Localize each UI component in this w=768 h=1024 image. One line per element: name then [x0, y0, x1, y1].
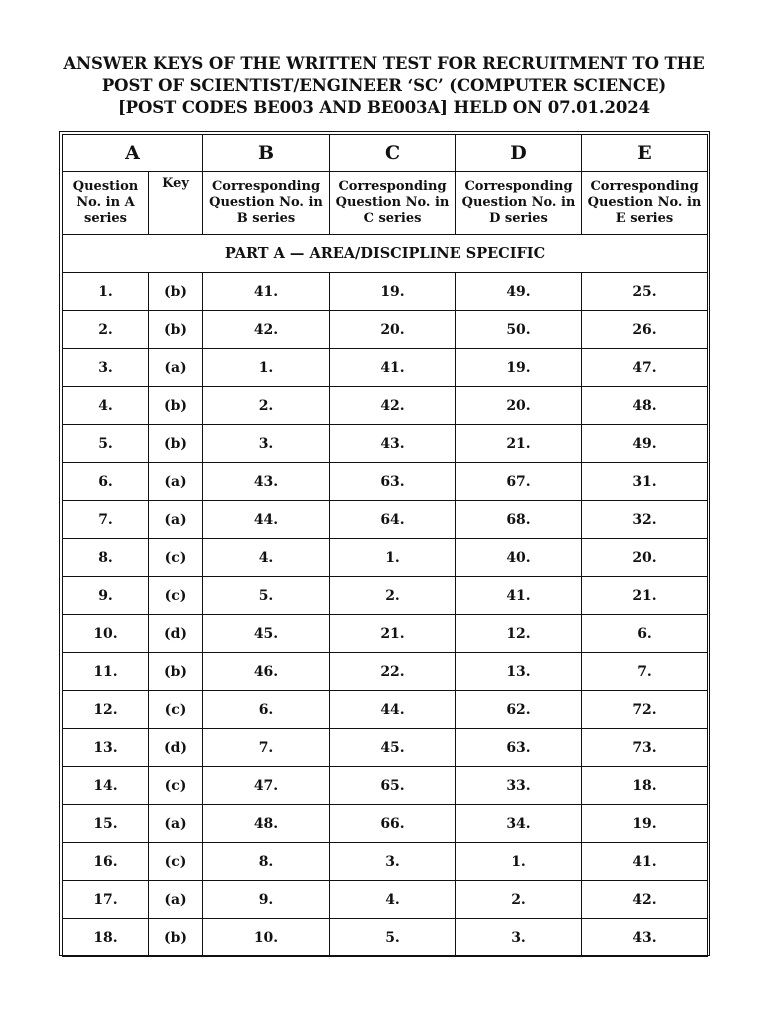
- cell-question-e: 26.: [582, 311, 708, 349]
- cell-question-e: 42.: [582, 881, 708, 919]
- column-subheader-row: [63, 172, 708, 235]
- cell-question-b: 10.: [203, 919, 330, 957]
- subheader-d: Corresponding Question No. in D series: [456, 172, 582, 235]
- cell-question-e: 48.: [582, 387, 708, 425]
- cell-question-b: 2.: [203, 387, 330, 425]
- cell-question-d: 12.: [456, 615, 582, 653]
- cell-key: (c): [149, 539, 203, 577]
- cell-question-a: 1.: [63, 273, 149, 311]
- cell-question-d: 13.: [456, 653, 582, 691]
- cell-key: (d): [149, 615, 203, 653]
- cell-key: (c): [149, 577, 203, 615]
- cell-question-d: 40.: [456, 539, 582, 577]
- cell-question-e: 41.: [582, 843, 708, 881]
- document-title: [0, 53, 768, 119]
- cell-question-d: 62.: [456, 691, 582, 729]
- cell-key: (a): [149, 881, 203, 919]
- table-row: [63, 729, 708, 767]
- table-row: [63, 501, 708, 539]
- cell-question-e: 43.: [582, 919, 708, 957]
- cell-question-c: 5.: [330, 919, 456, 957]
- cell-question-c: 20.: [330, 311, 456, 349]
- cell-question-e: 49.: [582, 425, 708, 463]
- cell-question-a: 3.: [63, 349, 149, 387]
- cell-question-a: 11.: [63, 653, 149, 691]
- cell-key: (d): [149, 729, 203, 767]
- table-row: [63, 691, 708, 729]
- table-row: [63, 539, 708, 577]
- cell-question-b: 8.: [203, 843, 330, 881]
- cell-question-c: 3.: [330, 843, 456, 881]
- cell-key: (b): [149, 273, 203, 311]
- cell-question-a: 17.: [63, 881, 149, 919]
- cell-question-b: 4.: [203, 539, 330, 577]
- cell-question-c: 64.: [330, 501, 456, 539]
- cell-question-a: 6.: [63, 463, 149, 501]
- cell-question-d: 34.: [456, 805, 582, 843]
- cell-question-d: 63.: [456, 729, 582, 767]
- cell-question-a: 7.: [63, 501, 149, 539]
- part-a-row: [63, 235, 708, 273]
- cell-question-a: 9.: [63, 577, 149, 615]
- column-letter-d: D: [456, 135, 582, 172]
- table-row: [63, 311, 708, 349]
- table-row: [63, 919, 708, 957]
- title-line-1: ANSWER KEYS OF THE WRITTEN TEST FOR RECRUITMENT TO THE: [63, 54, 705, 73]
- title-line-3: [POST CODES BE003 AND BE003A] HELD ON 07.01.2024: [117, 98, 651, 117]
- cell-question-c: 45.: [330, 729, 456, 767]
- cell-question-b: 42.: [203, 311, 330, 349]
- cell-question-a: 10.: [63, 615, 149, 653]
- cell-question-e: 32.: [582, 501, 708, 539]
- cell-question-b: 6.: [203, 691, 330, 729]
- table-row: [63, 767, 708, 805]
- column-letter-a: A: [63, 135, 203, 172]
- cell-question-c: 19.: [330, 273, 456, 311]
- title-line-2: POST OF SCIENTIST/ENGINEER ‘SC’ (COMPUTER SCIENCE): [101, 76, 667, 95]
- cell-question-a: 16.: [63, 843, 149, 881]
- cell-question-a: 12.: [63, 691, 149, 729]
- cell-question-c: 43.: [330, 425, 456, 463]
- cell-question-c: 21.: [330, 615, 456, 653]
- cell-question-c: 63.: [330, 463, 456, 501]
- column-letter-c: C: [330, 135, 456, 172]
- cell-question-b: 48.: [203, 805, 330, 843]
- answer-key-table-frame: [59, 131, 710, 956]
- cell-question-e: 47.: [582, 349, 708, 387]
- cell-question-d: 33.: [456, 767, 582, 805]
- cell-key: (b): [149, 311, 203, 349]
- cell-question-a: 5.: [63, 425, 149, 463]
- cell-question-c: 1.: [330, 539, 456, 577]
- cell-key: (c): [149, 767, 203, 805]
- cell-question-b: 45.: [203, 615, 330, 653]
- table-row: [63, 615, 708, 653]
- cell-question-e: 7.: [582, 653, 708, 691]
- part-a-label: PART A — AREA/DISCIPLINE SPECIFIC: [63, 235, 708, 273]
- cell-question-c: 41.: [330, 349, 456, 387]
- cell-question-b: 47.: [203, 767, 330, 805]
- cell-question-e: 18.: [582, 767, 708, 805]
- cell-question-a: 4.: [63, 387, 149, 425]
- cell-question-b: 43.: [203, 463, 330, 501]
- answer-key-table: [62, 134, 708, 957]
- table-row: [63, 805, 708, 843]
- cell-question-b: 41.: [203, 273, 330, 311]
- cell-key: (c): [149, 843, 203, 881]
- cell-question-d: 3.: [456, 919, 582, 957]
- cell-question-e: 73.: [582, 729, 708, 767]
- cell-question-b: 7.: [203, 729, 330, 767]
- cell-question-a: 13.: [63, 729, 149, 767]
- table-row: [63, 349, 708, 387]
- table-row: [63, 273, 708, 311]
- cell-key: (a): [149, 349, 203, 387]
- subheader-c: Corresponding Question No. in C series: [330, 172, 456, 235]
- cell-question-b: 9.: [203, 881, 330, 919]
- table-row: [63, 387, 708, 425]
- cell-question-d: 41.: [456, 577, 582, 615]
- cell-question-c: 42.: [330, 387, 456, 425]
- cell-question-b: 46.: [203, 653, 330, 691]
- table-row: [63, 881, 708, 919]
- cell-key: (b): [149, 919, 203, 957]
- cell-question-e: 19.: [582, 805, 708, 843]
- cell-key: (a): [149, 805, 203, 843]
- column-letter-e: E: [582, 135, 708, 172]
- cell-question-d: 67.: [456, 463, 582, 501]
- cell-question-d: 19.: [456, 349, 582, 387]
- cell-question-d: 2.: [456, 881, 582, 919]
- table-row: [63, 463, 708, 501]
- cell-key: (c): [149, 691, 203, 729]
- cell-question-c: 4.: [330, 881, 456, 919]
- cell-question-a: 18.: [63, 919, 149, 957]
- cell-key: (a): [149, 501, 203, 539]
- table-row: [63, 425, 708, 463]
- subheader-key: Key: [149, 172, 203, 235]
- subheader-e: Corresponding Question No. in E series: [582, 172, 708, 235]
- cell-question-d: 20.: [456, 387, 582, 425]
- column-letter-row: [63, 135, 708, 172]
- column-letter-b: B: [203, 135, 330, 172]
- cell-question-e: 6.: [582, 615, 708, 653]
- table-row: [63, 653, 708, 691]
- cell-question-b: 5.: [203, 577, 330, 615]
- cell-question-e: 20.: [582, 539, 708, 577]
- cell-question-d: 21.: [456, 425, 582, 463]
- cell-question-a: 14.: [63, 767, 149, 805]
- subheader-question-a: Question No. in A series: [63, 172, 149, 235]
- cell-question-a: 15.: [63, 805, 149, 843]
- cell-question-c: 65.: [330, 767, 456, 805]
- cell-question-a: 8.: [63, 539, 149, 577]
- table-row: [63, 843, 708, 881]
- cell-question-c: 44.: [330, 691, 456, 729]
- cell-key: (b): [149, 387, 203, 425]
- cell-question-a: 2.: [63, 311, 149, 349]
- cell-question-c: 2.: [330, 577, 456, 615]
- cell-key: (a): [149, 463, 203, 501]
- cell-question-c: 66.: [330, 805, 456, 843]
- cell-question-b: 3.: [203, 425, 330, 463]
- cell-question-b: 1.: [203, 349, 330, 387]
- cell-question-e: 25.: [582, 273, 708, 311]
- cell-question-e: 72.: [582, 691, 708, 729]
- cell-question-d: 49.: [456, 273, 582, 311]
- cell-question-e: 21.: [582, 577, 708, 615]
- cell-question-d: 50.: [456, 311, 582, 349]
- cell-question-e: 31.: [582, 463, 708, 501]
- cell-question-b: 44.: [203, 501, 330, 539]
- cell-question-c: 22.: [330, 653, 456, 691]
- cell-question-d: 1.: [456, 843, 582, 881]
- cell-key: (b): [149, 653, 203, 691]
- cell-key: (b): [149, 425, 203, 463]
- cell-question-d: 68.: [456, 501, 582, 539]
- table-row: [63, 577, 708, 615]
- subheader-b: Corresponding Question No. in B series: [203, 172, 330, 235]
